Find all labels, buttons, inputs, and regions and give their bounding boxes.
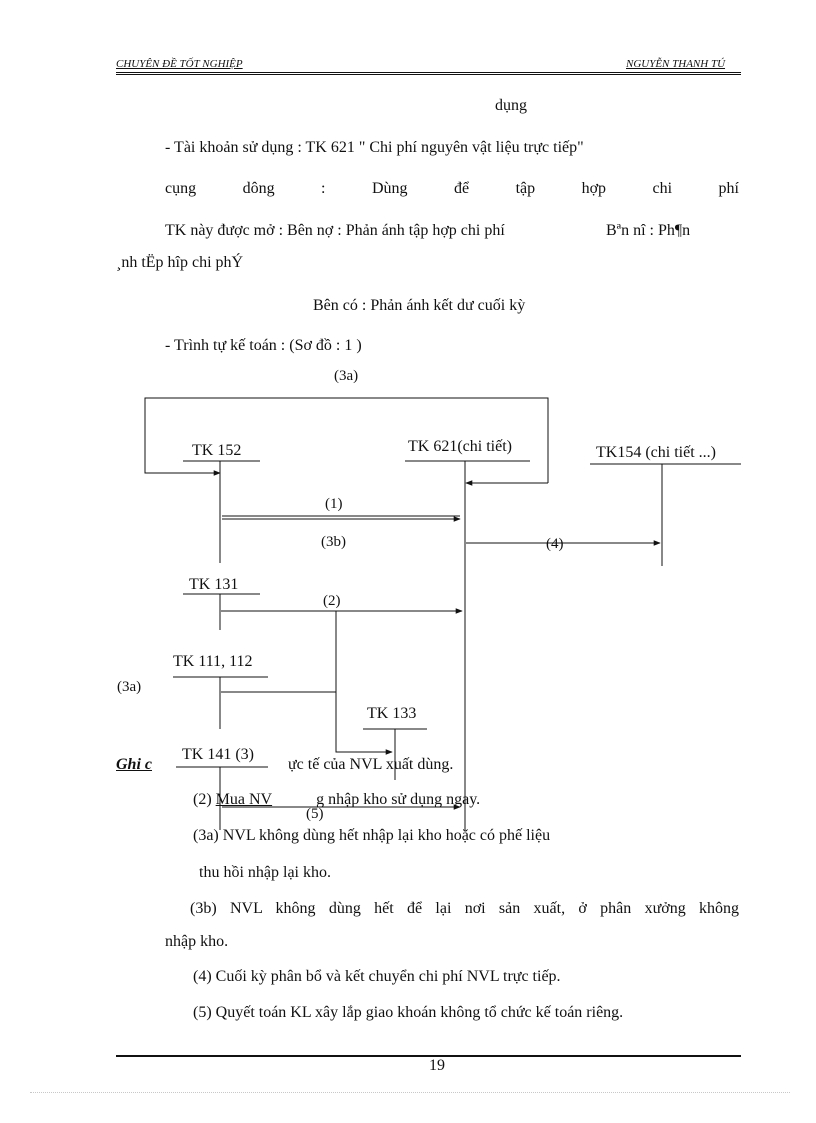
label-3a-top: (3a) [334, 368, 359, 384]
label-1: (1) [325, 496, 343, 512]
note-1-tail: ực tế của NVL xuất dùng. [288, 756, 454, 773]
word: phí [718, 180, 739, 197]
tk152-label: TK 152 [192, 442, 242, 459]
line-opened-garbled: Bªn nî : Ph¶n [606, 222, 691, 239]
label-3b: (3b) [321, 534, 346, 550]
note-3a-cont: thu hồi nhập lại kho. [199, 864, 331, 881]
label-5: (5) [306, 806, 324, 822]
word: : [321, 180, 326, 197]
note-2-num: (2) [193, 791, 216, 808]
word: dông [242, 180, 275, 197]
header-left: CHUYÊN ĐỀ TỐT NGHIỆP [116, 58, 243, 70]
word: tập [515, 180, 536, 197]
note-5: (5) Quyết toán KL xây lắp giao khoán không tổ chức kế toán riêng. [193, 1004, 624, 1021]
note-2 [193, 791, 480, 809]
word: chi [652, 180, 673, 197]
line-account: - Tài khoản sử dụng : TK 621 " Chi phí nguyên vật liệu trực tiếp" [165, 139, 584, 156]
header-right: NGUYỄN THANH TÚ [626, 58, 726, 70]
label-3a-left: (3a) [117, 679, 142, 695]
line-credit: Bên có : Phản ánh kết dư cuối kỳ [313, 297, 526, 314]
page-number: 19 [429, 1057, 445, 1074]
tk111-label: TK 111, 112 [173, 653, 253, 670]
label-4: (4) [546, 536, 564, 552]
page-edge [30, 1092, 790, 1093]
word: cụng [165, 180, 197, 197]
line-sequence: - Trình tự kế toán : (Sơ đồ : 1 ) [165, 337, 362, 354]
tk154-label: TK154 (chi tiết ...) [596, 444, 716, 461]
tk133-label: TK 133 [367, 705, 417, 722]
note-3b-cont: nhập kho. [165, 933, 229, 950]
note-2-tail: g nhập kho sử dụng ngay. [316, 791, 481, 808]
tk141-label: TK 141 (3) [182, 746, 254, 763]
note-3a: (3a) NVL không dùng hết nhập lại kho hoặc có phế liệu [193, 827, 551, 844]
note-2-mid: Mua NV [215, 791, 273, 808]
note-4: (4) Cuối kỳ phân bổ và kết chuyển chi phí NVL trực tiếp. [193, 968, 561, 985]
tk131-label: TK 131 [189, 576, 239, 593]
line-opened: TK này được mở : Bên nợ : Phản ánh tập hợp chi phí [165, 222, 505, 239]
word: Dùng [371, 180, 408, 197]
label-2: (2) [323, 593, 341, 609]
word: để [454, 180, 470, 197]
notes-title: Ghi c [116, 756, 152, 773]
line-top: dụng [495, 97, 527, 114]
line-garbled-2: ¸nh tËp hîp chi phÝ [116, 254, 244, 271]
branch-2-to-133 [336, 611, 392, 752]
word: hợp [581, 180, 607, 197]
tk621-label: TK 621(chi tiết) [408, 438, 512, 455]
note-3b: (3b) NVL không dùng hết để lại nơi sản xuất, ở phân xưởng không [190, 900, 739, 917]
